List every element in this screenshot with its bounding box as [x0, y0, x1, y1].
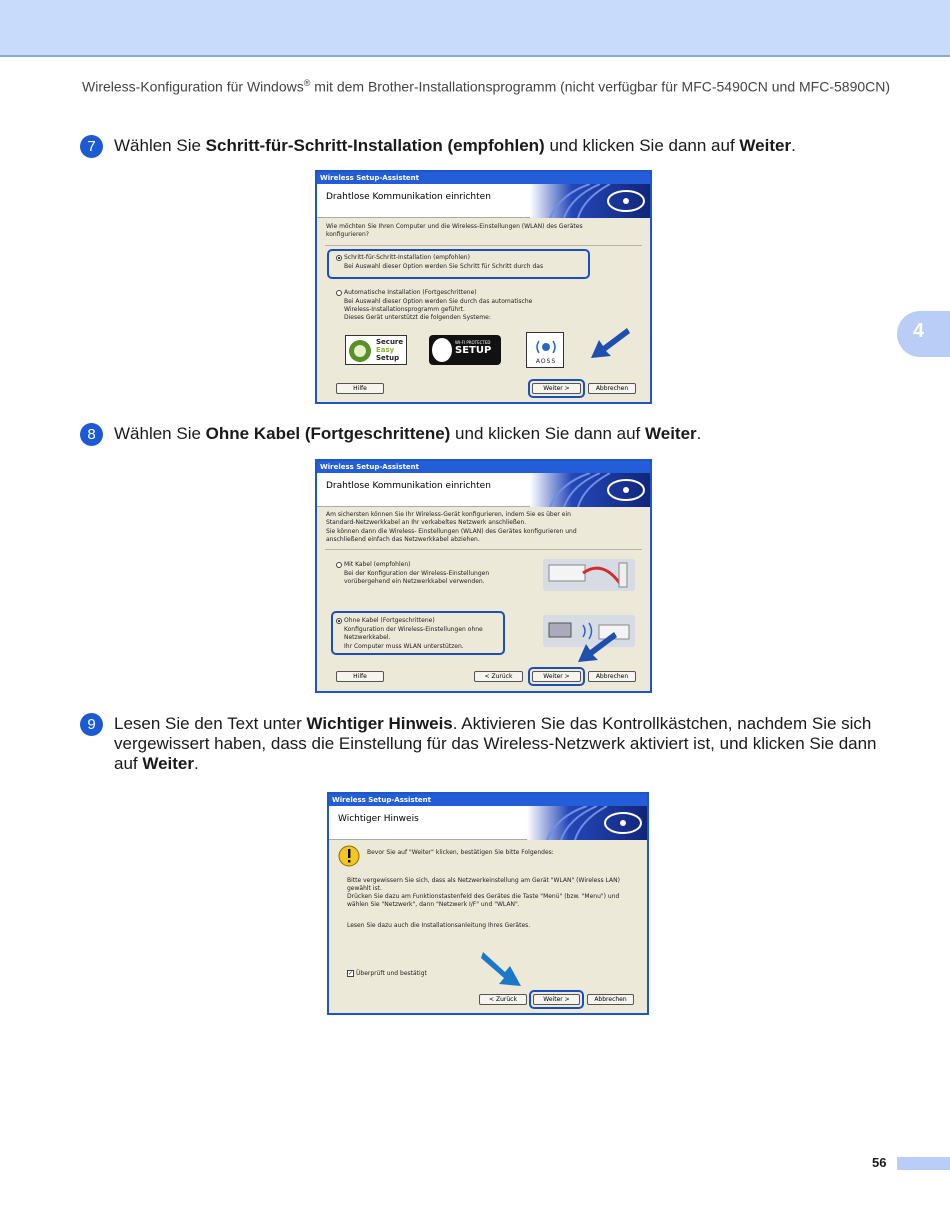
- dialog-header: [317, 473, 650, 507]
- warning-icon: [338, 845, 360, 870]
- next-button[interactable]: Weiter >: [532, 383, 581, 394]
- dialog-header: [329, 806, 647, 840]
- back-button[interactable]: < Zurück: [479, 994, 527, 1005]
- pointer-arrow-icon: [587, 326, 631, 365]
- wifi-protected-setup-logo: WI-FI PROTECTED SETUP: [429, 335, 501, 365]
- cancel-button[interactable]: Abbrechen: [587, 994, 634, 1005]
- radio-with-cable[interactable]: Mit Kabel (empfohlen): [336, 561, 410, 569]
- step-text: Wählen Sie Schritt-für-Schritt-Installation (empfohlen) und klicken Sie dann auf Weiter.: [114, 136, 796, 155]
- pointer-arrow-icon: [572, 630, 618, 667]
- radio-automatic[interactable]: Automatische Installation (Fortgeschrittene): [336, 289, 477, 297]
- next-button[interactable]: Weiter >: [532, 671, 581, 682]
- confirm-checkbox[interactable]: ✓ Überprüft und bestätigt: [348, 970, 427, 977]
- checkbox-icon: ✓: [348, 970, 354, 977]
- dialog-title: Wireless Setup-Assistent: [329, 794, 647, 806]
- running-head: Wireless-Konfiguration für Windows® mit dem Brother-Installationsprogramm (nicht verfügbar für MFC-5490CN und MFC-5890CN): [82, 78, 891, 95]
- wireless-logo: [530, 184, 650, 218]
- dialog-title: Wireless Setup-Assistent: [317, 461, 650, 473]
- dialog-2: [315, 459, 652, 693]
- dialog-title: Wireless Setup-Assistent: [317, 172, 650, 184]
- radio-step-by-step[interactable]: Schritt-für-Schritt-Installation (empfohlen): [336, 254, 470, 262]
- page-number: 56: [872, 1155, 887, 1170]
- dialog-1: [315, 170, 652, 404]
- radio-icon: [336, 255, 342, 261]
- printer-cable-image: [543, 559, 635, 591]
- dialog-body: Bevor Sie auf "Weiter" klicken, bestätigen Sie bitte Folgendes: Bitte vergewissern Sie sich, dass als Netzwerkeinstellung am Gerät "WLAN" (Wireless LAN) gewählt ist. Drücken Sie dazu am Funktionstastenfeld des Gerätes die Taste "Menü" (bzw. "Menu") und wählen Sie "Netzwerk", dann "Netzwerk I/F" und "WLAN". Lesen Sie dazu auch die Installationsanleitung Ihres Gerätes. ✓ Überprüft und bestätigt < Zurück Weiter > Abbrechen: [329, 840, 647, 1015]
- step-number: 8: [80, 423, 103, 446]
- cancel-button[interactable]: Abbrechen: [588, 383, 636, 394]
- dialog-header: [317, 184, 650, 218]
- dialog-3: [327, 792, 649, 1015]
- separator: [325, 549, 642, 550]
- chapter-tab: 4: [897, 311, 950, 357]
- pointer-arrow-icon: [479, 948, 525, 991]
- dialog-body: Wie möchten Sie Ihren Computer und die Wireless-Einstellungen (WLAN) des Gerätes konfigurieren? Schritt-für-Schritt-Installation (empfohlen) Bei Auswahl dieser Option werden Sie Schritt für Schritt durch das Automatische Installation (Fortgeschrittene) Bei Auswahl dieser Option werden Sie durch das automatische Wireless-Installationsprogramm geführt. Dieses Gerät unterstützt die folgenden Systeme: Secure Easy Setup WI-FI PROTECTED SETUP AOSS Hilfe Weiter > Abbrechen: [317, 218, 650, 404]
- secure-easy-setup-logo: Secure Easy Setup: [345, 335, 407, 365]
- help-button[interactable]: Hilfe: [336, 671, 384, 682]
- dialog-heading: Drahtlose Kommunikation einrichten: [326, 481, 491, 491]
- back-button[interactable]: < Zurück: [474, 671, 523, 682]
- wireless-logo: [530, 473, 650, 507]
- help-button[interactable]: Hilfe: [336, 383, 384, 394]
- step-number: 9: [80, 713, 103, 736]
- wireless-logo: [527, 806, 647, 840]
- separator: [325, 245, 642, 246]
- dialog-heading: Wichtiger Hinweis: [338, 814, 419, 824]
- step-number: 7: [80, 135, 103, 158]
- radio-without-cable[interactable]: Ohne Kabel (Fortgeschrittene): [336, 617, 435, 625]
- dialog-heading: Drahtlose Kommunikation einrichten: [326, 192, 491, 202]
- radio-icon: [336, 618, 342, 624]
- dialog-body: Am sichersten können Sie Ihr Wireless-Gerät konfigurieren, indem Sie es über ein Standard-Netzwerkkabel an Ihr verkabeltes Netzwerk anschließen. Sie können dann die Wireless- Einstellungen (WLAN) des Gerätes konfigurieren und anschließend einfach das Netzwerkkabel abziehen. Mit Kabel (empfohlen) Bei der Konfiguration der Wireless-Einstellungen vorübergehend ein Netzwerkkabel verwenden. Ohne Kabel (Fortgeschrittene) Konfiguration der Wireless-Einstellungen ohne Netzwerkkabel. Ihr Computer muss WLAN unterstützen. Hilfe < Zurück Weiter > Abbrechen: [317, 507, 650, 693]
- step-text: Wählen Sie Ohne Kabel (Fortgeschrittene) und klicken Sie dann auf Weiter.: [114, 424, 702, 443]
- radio-icon: [336, 290, 342, 296]
- next-button[interactable]: Weiter >: [533, 994, 580, 1005]
- aoss-logo: AOSS: [526, 332, 564, 368]
- step-text: Lesen Sie den Text unter Wichtiger Hinweis. Aktivieren Sie das Kontrollkästchen, nachdem Sie sich vergewissert haben, dass die Einstellung für das Wireless-Netzwerk aktiviert ist, und klicken Sie dann auf Weiter.: [114, 714, 877, 773]
- header-band: [0, 0, 950, 57]
- radio-icon: [336, 562, 342, 568]
- page-number-bar: [897, 1157, 950, 1170]
- cancel-button[interactable]: Abbrechen: [588, 671, 636, 682]
